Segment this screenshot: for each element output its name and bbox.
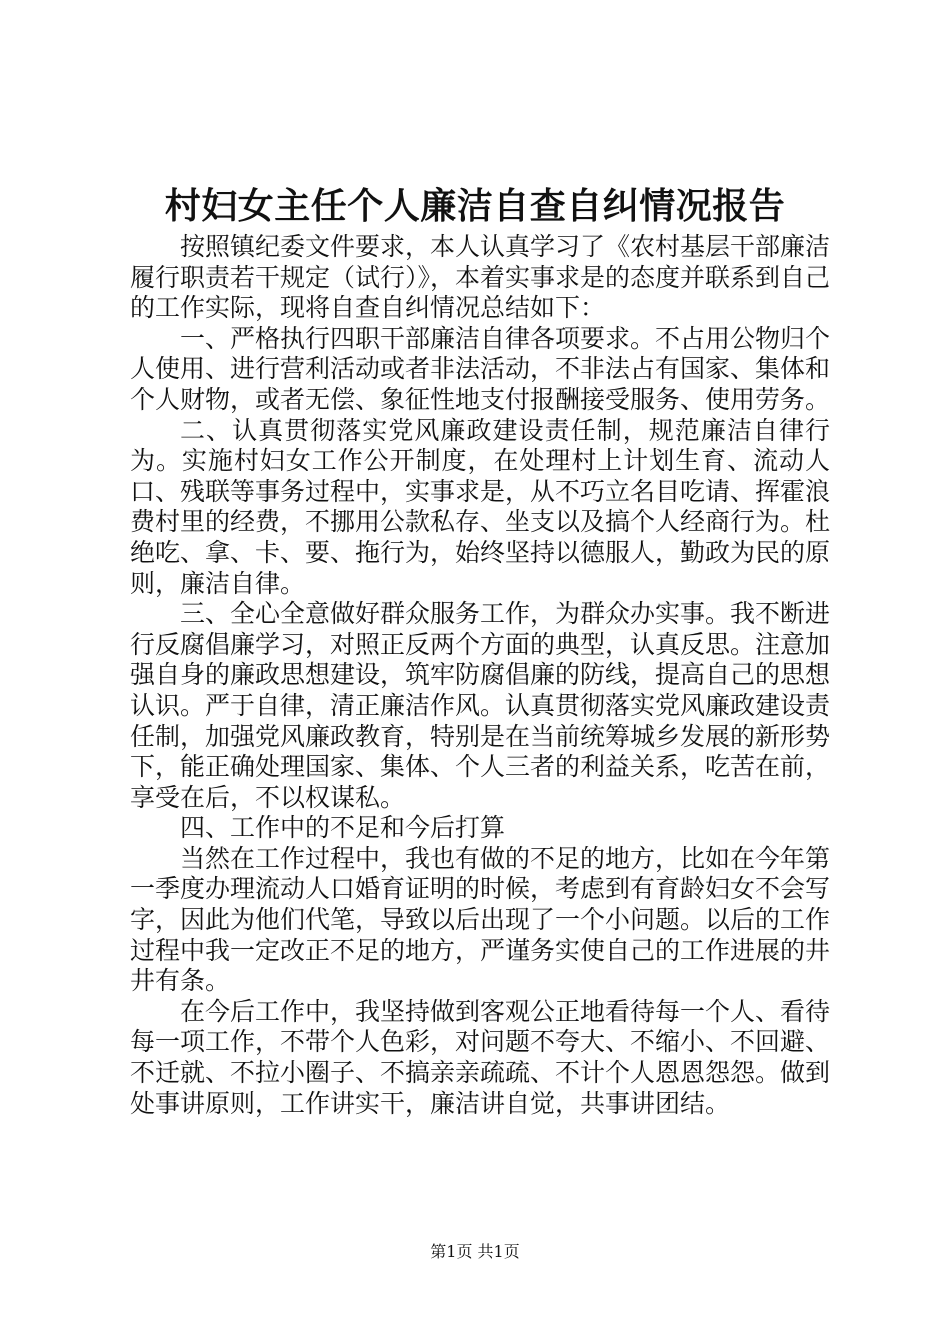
paragraph-section-1: 一、严格执行四职干部廉洁自律各项要求。不占用公物归个人使用、进行营利活动或者非法活动，不非法占有国家、集体和个人财物，或者无偿、象征性地支付报酬接受服务、使用劳务。 [130,323,831,414]
page-footer: 第1页 共1页 [430,1242,520,1261]
paragraph-shortcomings: 当然在工作过程中，我也有做的不足的地方，比如在今年第一季度办理流动人口婚育证明的时候，考虑到有育龄妇女不会写字，因此为他们代笔，导致以后出现了一个小问题。以后的工作过程中我一定改正不足的地方，严谨务实使自己的工作进展的井井有条。 [130,843,831,996]
page-title: 村妇女主任个人廉洁自查自纠情况报告 [164,185,786,227]
paragraph-section-2: 二、认真贯彻落实党风廉政建设责任制，规范廉洁自律行为。实施村妇女工作公开制度，在处理村上计划生育、流动人口、残联等事务过程中，实事求是，从不巧立名目吃请、挥霍浪费村里的经费，不挪用公款私存、坐支以及搞个人经商行为。杜绝吃、拿、卡、要、拖行为，始终坚持以德服人，勤政为民的原则，廉洁自律。 [130,415,831,598]
paragraph-section-3: 三、全心全意做好群众服务工作，为群众办实事。我不断进行反腐倡廉学习，对照正反两个方面的典型，认真反思。注意加强自身的廉政思想建设，筑牢防腐倡廉的防线，提高自己的思想认识。严于自律，清正廉洁作风。认真贯彻落实党风廉政建设责任制，加强党风廉政教育，特别是在当前统筹城乡发展的新形势下，能正确处理国家、集体、个人三者的利益关系，吃苦在前，享受在后，不以权谋私。 [130,599,831,812]
paragraph-section-4-heading: 四、工作中的不足和今后打算 [180,813,506,843]
paragraph-future-plan: 在今后工作中，我坚持做到客观公正地看待每一个人、看待每一项工作，不带个人色彩，对问题不夸大、不缩小、不回避、不迁就、不拉小圈子、不搞亲亲疏疏、不计个人恩恩怨怨。做到处事讲原则，工作讲实干，廉洁讲自觉，共事讲团结。 [130,996,831,1118]
paragraph-intro: 按照镇纪委文件要求，本人认真学习了《农村基层干部廉洁履行职责若干规定（试行）》，本着实事求是的态度并联系到自己的工作实际，现将自查自纠情况总结如下： [130,232,831,323]
document-body [130,232,830,1119]
